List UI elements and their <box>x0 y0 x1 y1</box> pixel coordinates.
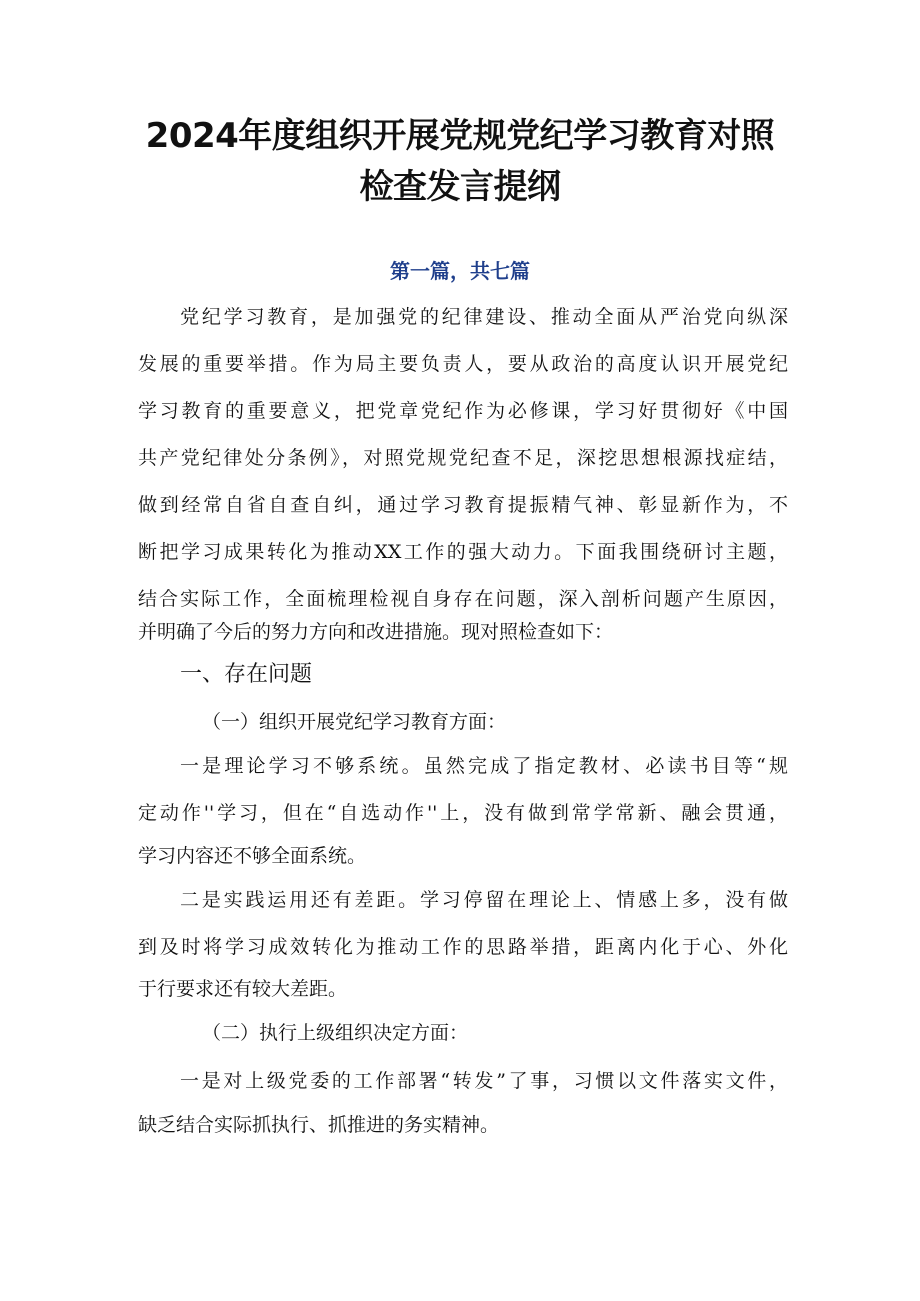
intro-line-5: 做到经常自省自查自纠，通过学习教育提振精气神、彰显新作为，不 <box>138 494 788 516</box>
sub1-item1-line-1: 一是理论学习不够系统。虽然完成了指定教材、必读书目等“规 <box>180 755 788 777</box>
intro-line-8: 并明确了今后的努力方向和改进措施。现对照检查如下： <box>138 621 614 643</box>
sub1-item1-line-3: 学习内容还不够全面系统。 <box>138 845 367 867</box>
intro-line-6: 断把学习成果转化为推动XX工作的强大动力。下面我围绕研讨主题， <box>138 541 788 563</box>
sub2-item1-line-1: 一是对上级党委的工作部署“转发”了事，习惯以文件落实文件， <box>180 1070 788 1092</box>
intro-line-3: 学习教育的重要意义，把党章党纪作为必修课，学习好贯彻好《中国 <box>138 400 788 422</box>
document-title-line-2: 检查发言提纲 <box>359 167 561 207</box>
intro-line-1: 党纪学习教育，是加强党的纪律建设、推动全面从严治党向纵深 <box>180 306 788 328</box>
sub1-item1-line-2: 定动作''学习，但在“自选动作''上，没有做到常学常新、融会贯通， <box>138 802 788 824</box>
subsection-heading-1: （一）组织开展党纪学习教育方面： <box>202 711 507 733</box>
intro-line-4: 共产党纪律处分条例》，对照党规党纪查不足，深挖思想根源找症结， <box>138 447 788 469</box>
intro-line-7: 结合实际工作，全面梳理检视自身存在问题，深入剖析问题产生原因， <box>138 588 788 610</box>
sub1-item2-line-1: 二是实践运用还有差距。学习停留在理论上、情感上多，没有做 <box>180 889 788 911</box>
section-heading-problems: 一、存在问题 <box>180 662 313 687</box>
document-subtitle: 第一篇，共七篇 <box>390 259 530 283</box>
sub1-item2-line-3: 于行要求还有较大差距。 <box>138 978 348 1000</box>
sub1-item2-line-2: 到及时将学习成效转化为推动工作的思路举措，距离内化于心、外化 <box>138 936 788 958</box>
document-title-line-1: 2024年度组织开展党规党纪学习教育对照 <box>145 116 775 156</box>
sub2-item1-line-2: 缺乏结合实际抓执行、抓推进的务实精神。 <box>138 1114 500 1136</box>
subsection-heading-2: （二）执行上级组织决定方面： <box>202 1022 469 1044</box>
intro-line-2: 发展的重要举措。作为局主要负责人，要从政治的高度认识开展党纪 <box>138 353 788 375</box>
